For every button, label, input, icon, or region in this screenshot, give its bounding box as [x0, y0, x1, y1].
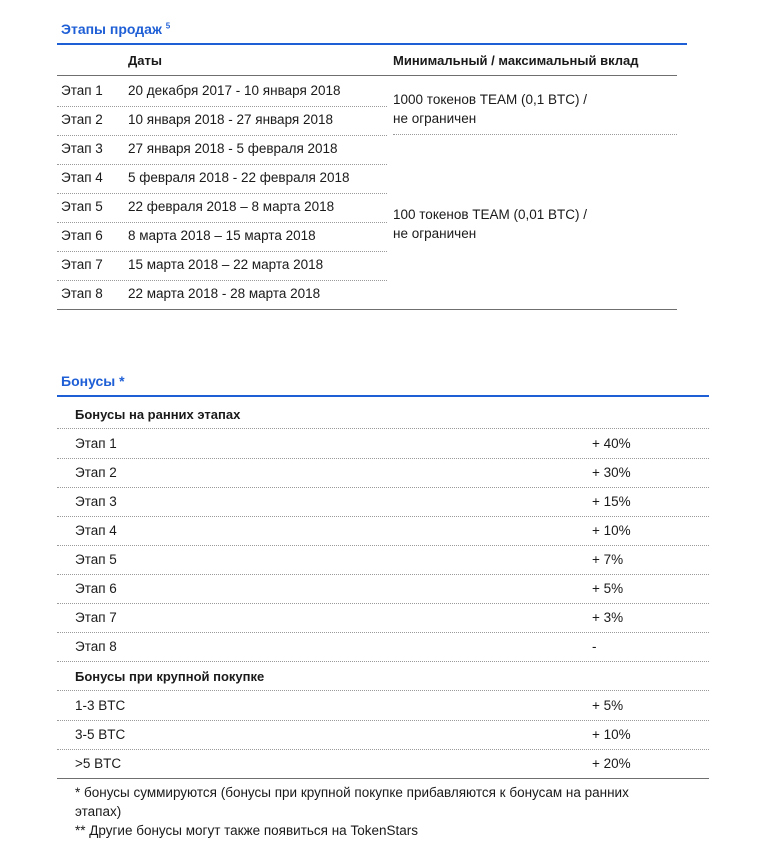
deposit-line: 1000 токенов TEAM (0,1 BTC) /	[393, 92, 588, 107]
bonus-label: 1-3 BTC	[75, 698, 126, 713]
bonus-value: + 7%	[592, 552, 624, 567]
footnote-line: этапах)	[75, 804, 122, 819]
early-bonus-row-7	[57, 603, 709, 633]
large-purchase-header-text: Бонусы при крупной покупке	[75, 669, 265, 684]
early-bonuses-header-text: Бонусы на ранних этапах	[75, 407, 241, 422]
sales-stages-title	[61, 21, 170, 37]
deposit-column-header: Минимальный / максимальный вклад	[393, 53, 639, 68]
bonus-label: 3-5 BTC	[75, 727, 126, 742]
stage-row-4	[57, 164, 387, 194]
bonus-value: + 20%	[592, 756, 631, 771]
stage-label: Этап 3	[61, 141, 103, 156]
stage-dates: 27 января 2018 - 5 февраля 2018	[128, 141, 338, 156]
bonus-label: >5 BTC	[75, 756, 122, 771]
bonus-value: + 40%	[592, 436, 631, 451]
early-bonuses-header	[57, 399, 709, 429]
stage-label: Этап 8	[61, 286, 103, 301]
stage-dates: 8 марта 2018 – 15 марта 2018	[128, 228, 316, 243]
stage-row-6	[57, 222, 387, 252]
bonus-label: Этап 4	[75, 523, 117, 538]
bonus-value: + 10%	[592, 727, 631, 742]
deposit-line: 100 токенов TEAM (0,01 BTC) /	[393, 207, 588, 222]
large-bonus-row-3	[57, 749, 709, 779]
stage-row-5	[57, 193, 387, 223]
bonus-value: -	[592, 639, 597, 654]
bonus-value: + 5%	[592, 698, 624, 713]
bonus-label: Этап 6	[75, 581, 117, 596]
bonus-footnote-1	[75, 783, 715, 821]
large-bonus-row-2	[57, 720, 709, 750]
bonus-footnote-2: ** Другие бонусы могут также появиться на TokenStars	[75, 823, 418, 838]
early-bonus-row-5	[57, 545, 709, 575]
table-bottom-rule	[57, 309, 677, 310]
header-divider	[57, 75, 677, 76]
stage-label: Этап 7	[61, 257, 103, 272]
bonus-label: Этап 5	[75, 552, 117, 567]
bonus-label: Этап 7	[75, 610, 117, 625]
stage-dates: 5 февраля 2018 - 22 февраля 2018	[128, 170, 350, 185]
deposit-line: не ограничен	[393, 111, 477, 126]
early-bonus-row-1	[57, 429, 709, 459]
stage-label: Этап 1	[61, 83, 103, 98]
bonus-value: + 5%	[592, 581, 624, 596]
sales-stages-table	[57, 45, 677, 313]
stage-label: Этап 4	[61, 170, 103, 185]
bonus-value: + 30%	[592, 465, 631, 480]
bonus-label: Этап 3	[75, 494, 117, 509]
deposit-stage-3-8	[393, 205, 587, 243]
large-bonus-row-1	[57, 691, 709, 721]
stage-dates: 15 марта 2018 – 22 марта 2018	[128, 257, 324, 272]
stage-label: Этап 2	[61, 112, 103, 127]
stage-dates: 10 января 2018 - 27 января 2018	[128, 112, 334, 127]
stage-row-7	[57, 251, 387, 281]
bonus-value: + 15%	[592, 494, 631, 509]
stage-dates: 20 декабря 2017 - 10 января 2018	[128, 83, 341, 98]
footnote-mark: 5	[165, 21, 171, 31]
bonus-label: Этап 8	[75, 639, 117, 654]
bonus-value: + 10%	[592, 523, 631, 538]
stage-dates: 22 февраля 2018 – 8 марта 2018	[128, 199, 335, 214]
footnote-line: * бонусы суммируются (бонусы при крупной покупке прибавляются к бонусам на ранних	[75, 785, 629, 800]
deposit-stage-1-2	[393, 90, 587, 128]
stage-dates: 22 марта 2018 - 28 марта 2018	[128, 286, 321, 301]
dates-column-header: Даты	[128, 53, 162, 68]
stage-row-2	[57, 106, 387, 136]
stage-row-1	[57, 77, 387, 107]
sales-stages-title-text: Этапы продаж	[61, 21, 162, 37]
stage-label: Этап 5	[61, 199, 103, 214]
deposit-line: не ограничен	[393, 226, 477, 241]
early-bonus-row-8	[57, 632, 709, 662]
bonus-label: Этап 1	[75, 436, 117, 451]
large-purchase-header	[57, 661, 709, 691]
early-bonus-row-3	[57, 487, 709, 517]
bonuses-table	[57, 397, 709, 777]
stage-row-3	[57, 135, 387, 165]
bonus-label: Этап 2	[75, 465, 117, 480]
early-bonus-row-2	[57, 458, 709, 488]
stage-label: Этап 6	[61, 228, 103, 243]
early-bonus-row-6	[57, 574, 709, 604]
stage-row-8	[57, 280, 387, 309]
bonus-value: + 3%	[592, 610, 624, 625]
bonuses-title: Бонусы *	[61, 373, 125, 389]
deposit-divider	[393, 134, 677, 135]
early-bonus-row-4	[57, 516, 709, 546]
